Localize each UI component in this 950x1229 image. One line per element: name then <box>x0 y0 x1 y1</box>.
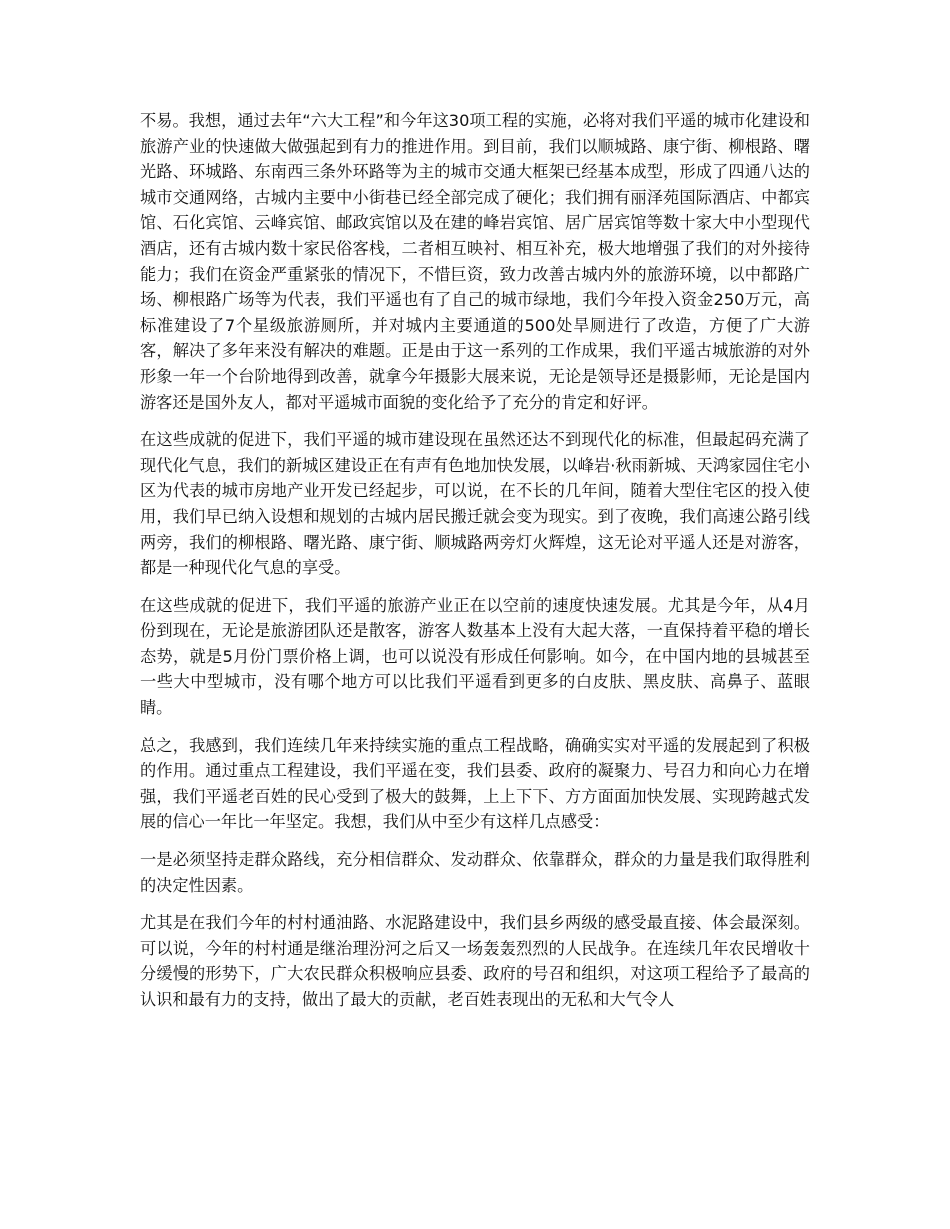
paragraph-6: 尤其是在我们今年的村村通油路、水泥路建设中，我们县乡两级的感受最直接、体会最深刻。可以说，今年的村村通是继治理汾河之后又一场轰轰烈烈的人民战争。在连续几年农民增收十分缓慢的形势下，广大农民群众积极响应县委、政府的号召和组织，对这项工程给予了最高的认识和最有力的支持，做出了最大的贡献，老百姓表现出的无私和大气令人 <box>140 913 810 1009</box>
paragraph-5: 一是必须坚持走群众路线，充分相信群众、发动群众、依靠群众，群众的力量是我们取得胜利的决定性因素。 <box>140 850 810 895</box>
document-body <box>140 108 810 1025</box>
paragraph-2: 在这些成就的促进下，我们平遥的城市建设现在虽然还达不到现代化的标准，但最起码充满了现代化气息，我们的新城区建设正在有声有色地加快发展，以峰岩·秋雨新城、天鸿家园住宅小区为代表的城市房地产业开发已经起步，可以说，在不长的几年间，随着大型住宅区的投入使用，我们早已纳入设想和规划的古城内居民搬迁就会变为现实。到了夜晚，我们高速公路引线两旁，我们的柳根路、曙光路、康宁街、顺城路两旁灯火辉煌，这无论对平遥人还是对游客，都是一种现代化气息的享受。 <box>140 430 810 578</box>
paragraph-3: 在这些成就的促进下，我们平遥的旅游产业正在以空前的速度快速发展。尤其是今年，从4月份到现在，无论是旅游团队还是散客，游客人数基本上没有大起大落，一直保持着平稳的增长态势，就是5月份门票价格上调，也可以说没有形成任何影响。如今，在中国内地的县城甚至一些大中型城市，没有哪个地方可以比我们平遥看到更多的白皮肤、黑皮肤、高鼻子、蓝眼睛。 <box>140 595 810 718</box>
paragraph-1: 不易。我想，通过去年“六大工程”和今年这30项工程的实施，必将对我们平遥的城市化建设和旅游产业的快速做大做强起到有力的推进作用。到目前，我们以顺城路、康宁街、柳根路、曙光路、环城路、东南西三条外环路等为主的城市交通大框架已经基本成型，形成了四通八达的城市交通网络，古城内主要中小街巷已经全部完成了硬化；我们拥有丽泽苑国际酒店、中都宾馆、石化宾馆、云峰宾馆、邮政宾馆以及在建的峰岩宾馆、居广居宾馆等数十家大中小型现代酒店，还有古城内数十家民俗客栈，二者相互映衬、相互补充，极大地增强了我们的对外接待能力；我们在资金严重紧张的情况下，不惜巨资，致力改善古城内外的旅游环境，以中都路广场、柳根路广场等为代表，我们平遥也有了自己的城市绿地，我们今年投入资金250万元，高标准建设了7个星级旅游厕所，并对城内主要通道的500处旱厕进行了改造，方便了广大游客，解决了多年来没有解决的难题。正是由于这一系列的工作成果，我们平遥古城旅游的对外形象一年一个台阶地得到改善，就拿今年摄影大展来说，无论是领导还是摄影师，无论是国内游客还是国外友人，都对平遥城市面貌的变化给予了充分的肯定和好评。 <box>140 111 810 412</box>
paragraph-4: 总之，我感到，我们连续几年来持续实施的重点工程战略，确确实实对平遥的发展起到了积极的作用。通过重点工程建设，我们平遥在变，我们县委、政府的凝聚力、号召力和向心力在增强，我们平遥老百姓的民心受到了极大的鼓舞，上上下下、方方面面加快发展、实现跨越式发展的信心一年比一年坚定。我想，我们从中至少有这样几点感受： <box>140 735 810 832</box>
